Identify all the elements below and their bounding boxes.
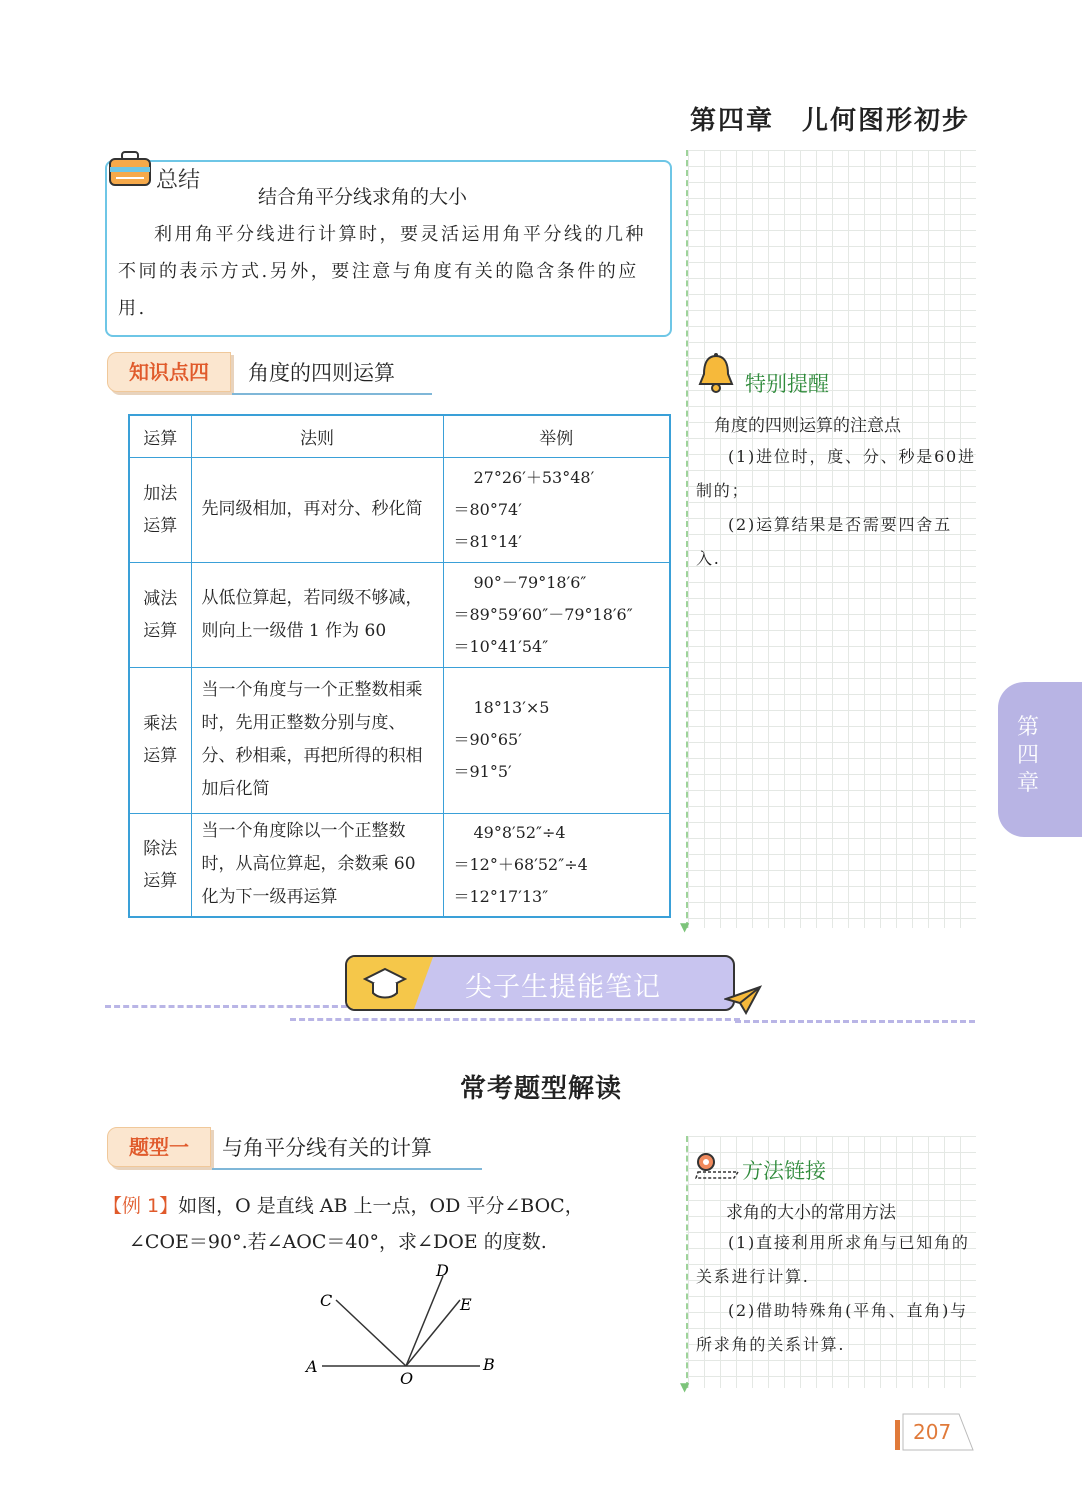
rule-cell: 从低位算起，若同级不够减，则向上一级借 1 作为 60: [191, 562, 443, 667]
example-cell: 18°13′×5 ＝90°65′ ＝91°5′: [443, 667, 670, 813]
dashed-divider-right: [735, 1020, 975, 1023]
example-cell: 90°－79°18′6″ ＝89°59′60″－79°18′6″ ＝10°41′54″: [443, 562, 670, 667]
reminder-title: 角度的四则运算的注意点: [714, 416, 901, 436]
method-body: [696, 1226, 976, 1362]
operations-table: [128, 414, 671, 918]
knowledge-point-title: 角度的四则运算: [248, 361, 395, 385]
example-line-2: ∠COE＝90°.若∠AOC＝40°，求∠DOE 的度数.: [129, 1231, 547, 1253]
example-cell: 49°8′52″÷4 ＝12°＋68′52″÷4 ＝12°17′13″: [443, 813, 670, 917]
point-label: E: [460, 1295, 472, 1314]
rule-cell: 先同级相加，再对分、秒化简: [191, 457, 443, 562]
question-type-title: 与角平分线有关的计算: [222, 1136, 432, 1160]
bell-icon: [696, 352, 736, 396]
table-row: [129, 562, 670, 667]
briefcase-icon: [108, 150, 152, 190]
title-underline: [232, 393, 432, 395]
table-row: [129, 457, 670, 562]
banner-text: 尖子生提能笔记: [465, 972, 661, 1003]
title-underline: [212, 1168, 482, 1170]
op-cell: 加法 运算: [129, 457, 191, 562]
example-1: [103, 1188, 673, 1260]
reminder-body: [696, 440, 976, 576]
method-title: 求角的大小的常用方法: [726, 1203, 896, 1223]
example-line-1: 如图，O 是直线 AB 上一点，OD 平分∠BOC，: [178, 1195, 584, 1217]
question-type-tag: 题型一: [107, 1127, 211, 1167]
header-cell: 法则: [191, 415, 443, 457]
angle-figure: [300, 1258, 510, 1388]
arrow-down-icon: ▼: [680, 1380, 690, 1394]
table-row: [129, 667, 670, 813]
summary-label: 总结: [156, 168, 201, 193]
arrow-down-icon: ▼: [680, 920, 690, 934]
paper-plane-icon: [724, 985, 762, 1015]
point-label: A: [306, 1357, 318, 1376]
graduation-cap-icon: [363, 967, 407, 1001]
method-label: 方法链接: [742, 1159, 826, 1183]
op-cell: 乘法 运算: [129, 667, 191, 813]
rule-cell: 当一个角度与一个正整数相乘时，先用正整数分别与度、分、秒相乘，再把所得的积相加后化简: [191, 667, 443, 813]
chapter-header: 第四章 儿何图形初步: [689, 106, 970, 136]
chapter-side-tab[interactable]: 第四章: [998, 682, 1082, 837]
reminder-item: (2)运算结果是否需要四舍五入.: [696, 515, 952, 568]
page-number: 207: [913, 1420, 952, 1444]
point-label: O: [400, 1369, 414, 1388]
header-cell: 运算: [129, 415, 191, 457]
example-cell: 27°26′＋53°48′ ＝80°74′ ＝81°14′: [443, 457, 670, 562]
method-item: (1)直接利用所求角与已知角的关系进行计算.: [696, 1233, 970, 1286]
method-item: (2)借助特殊角(平角、直角)与所求角的关系计算.: [696, 1301, 968, 1354]
notes-banner: [345, 955, 735, 1011]
knowledge-point-tag: 知识点四: [107, 352, 231, 392]
reminder-item: (1)进位时，度、分、秒是60进制的；: [696, 447, 976, 500]
dashed-divider-bottom: [290, 1018, 740, 1021]
table-row: [129, 813, 670, 917]
header-cell: 举例: [443, 415, 670, 457]
table-header-row: [129, 415, 670, 457]
point-label: B: [483, 1355, 495, 1374]
section-title: 常考题型解读: [459, 1074, 622, 1104]
op-cell: 除法 运算: [129, 813, 191, 917]
op-cell: 减法 运算: [129, 562, 191, 667]
link-icon: [694, 1150, 740, 1180]
dashed-divider-left: [105, 1005, 347, 1008]
reminder-label: 特别提醒: [745, 372, 829, 396]
summary-body: 利用角平分线进行计算时，要灵活运用角平分线的几种不同的表示方式.另外，要注意与角度有关的隐含条件的应用.: [118, 224, 646, 319]
rule-cell: 当一个角度除以一个正整数时，从高位算起，余数乘 60 化为下一级再运算: [191, 813, 443, 917]
summary-title: 结合角平分线求角的大小: [258, 186, 468, 208]
point-label: C: [320, 1291, 333, 1310]
example-label: 【例 1】: [103, 1195, 179, 1217]
point-label: D: [436, 1261, 449, 1280]
